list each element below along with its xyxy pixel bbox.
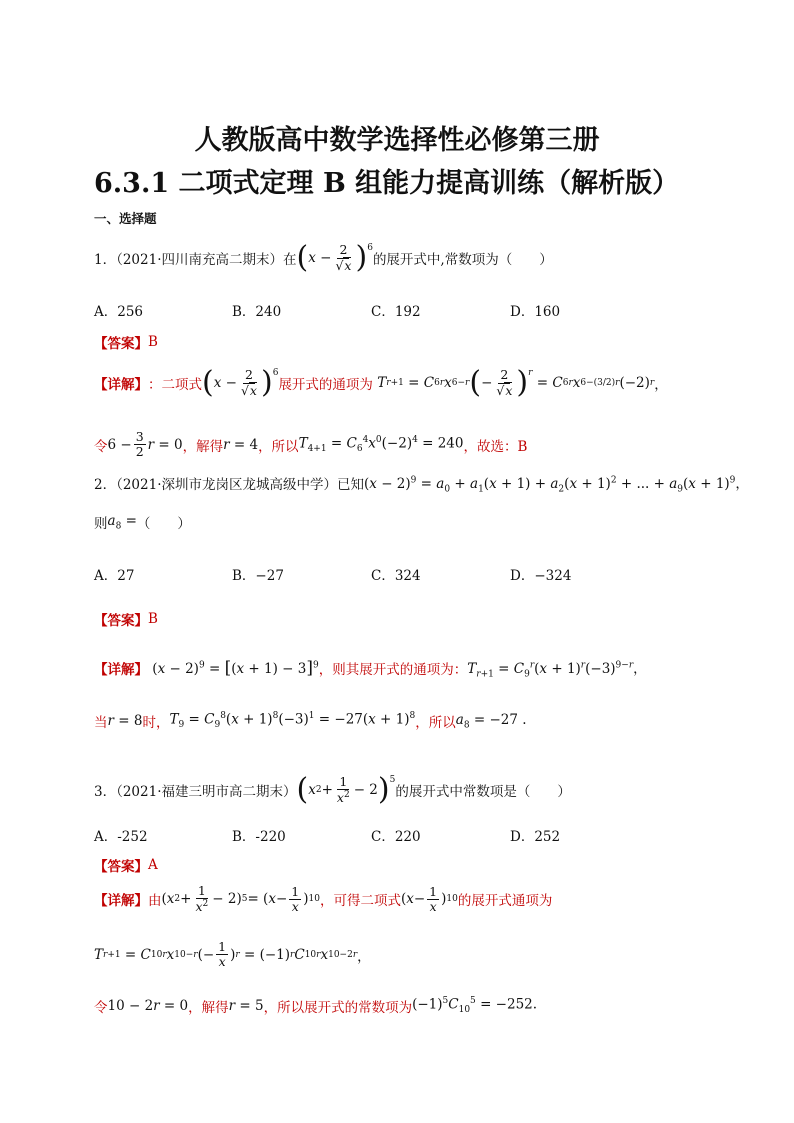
q3-term-formula: T r+1 = C 10 r x 10−r (− $\frac{1}{x}$ ) r = (−1) r C 10 r x 10−2r ， [94,939,371,970]
q1-step-c: ，所以 [258,438,299,455]
q1-step-a: 令 [94,438,108,455]
q2-final: $a_8 = -27$ . [455,711,527,731]
q2-line2-end: （ ） [136,516,191,532]
q1-option-c: C．192 [371,304,421,320]
q3-detail-a: 由 [148,893,162,910]
q2-target: $a_8$ = [107,512,137,532]
q3-option-c: C．220 [371,829,421,845]
q1-equation: 6 − $\frac{3}{2}$ r = 0 [107,429,183,460]
q1-result: $T_{4+1} = C_6^4x^0(-2)^4 = 240$ [298,435,464,455]
q3-result: $(-1)^5C_{10}^5 = -252$. [412,996,538,1016]
q1-r-value: r = 4 [223,436,259,453]
q2-step-c: ，所以 [415,715,456,731]
q1-detail-b: 展开式的通项为 [278,377,373,393]
q1-step-b: ，解得 [182,438,224,455]
q1-answer [94,332,158,352]
q3-prefix: 3．（2021·福建三明市高二期末） [94,784,297,801]
q2-option-a: A．27 [94,568,135,584]
q1-option-d: D．160 [510,304,561,320]
q2-detail-a: ，则其展开式的通项为： [318,662,468,679]
q2-detail [94,657,647,680]
q3-solution [94,996,537,1016]
q2-formula: $(x - 2)^9 = a_0 + a_1(x + 1) + a_2(x + 1)^2$ + ... + $a_9(x + 1)^9$， [364,475,749,495]
q2-prefix: 2．（2021·深圳市龙岗区龙城高级中学）已知 [94,477,364,494]
q3-option-b: B．-220 [232,829,286,845]
q3-general-term [94,940,371,970]
detail-tag: 【详解】 [94,662,148,679]
page-subtitle: 6.3.1 二项式定理 B 组能力提高训练（解析版） [94,168,680,199]
q2-r-value: r = 8 [107,713,143,729]
question-3 [94,772,571,808]
q2-option-c: C．324 [371,568,421,584]
q2-detail-formula-2: $T_{r+1} = C_9^r(x + 1)^r(-3)^{9-r}$， [467,660,647,680]
q3-formula: ( x 2 + $\frac{1}{x^2}$ − 2 ) $^5$ [296,772,396,808]
q3-detail-b: ，可得二项式 [319,893,401,910]
question-2 [94,472,749,495]
q3-suffix: 的展开式中常数项是（ ） [395,784,571,801]
section-heading: 一、选择题 [94,211,157,226]
q1-answer-value: B [148,334,158,350]
q1-prefix: 1．（2021·四川南充高二期末）在 [94,252,297,268]
q3-equation: 10 − 2r = 0 [107,998,189,1014]
page-title: 人教版高中数学选择性必修第三册 [194,125,600,156]
q3-detail-c: 的展开式通项为 [457,893,553,910]
q1-detail [94,365,668,400]
q2-answer-value: B [148,611,158,627]
q3-option-a: A．-252 [94,829,148,845]
q2-option-d: D．−324 [510,568,572,584]
detail-tag: 【详解】 [94,893,148,910]
q1-option-b: B．240 [232,304,282,320]
q2-step-a: 当 [94,715,108,731]
answer-tag: 【答案】 [94,613,148,629]
q1-formula: ( x − $\frac{2}{√x}$ ) $^6$ [296,240,373,275]
q3-r-value: r = 5 [228,998,264,1014]
question-2-line-2 [94,512,191,532]
q3-detail-formula-2: ( x − $\frac{1}{x}$ ) 10 [400,883,458,914]
q2-answer [94,609,158,629]
q3-answer [94,855,158,875]
q1-detail-a: ：二项式 [148,377,202,393]
q2-result: $T_9 = C_9^8(x + 1)^8(-3)^1 = -27(x + 1)^8$ [169,711,416,731]
q2-detail-formula-1: $(x - 2)^9 = [(x + 1) - 3]^9$ [148,658,319,679]
q1-option-a: A．256 [94,304,144,320]
q3-step-a: 令 [94,1000,108,1016]
q1-detail-formula-1: ( x − $\frac{2}{√x}$ ) $^6$ [202,365,279,400]
q3-answer-value: A [148,857,158,873]
q1-detail-formula-2: T r+1 = C 6 r x 6−r ( − $\frac{2}{√x}$ ) $^r$ = C 6 r x 6−(3/2)r (−2) r ， [377,365,668,400]
q2-option-b: B．−27 [232,568,284,584]
q2-line2: 则 [94,516,108,532]
q1-step-d: ，故选：B [463,438,528,455]
q3-step-b: ，解得 [188,1000,229,1016]
detail-tag: 【详解】 [94,377,148,393]
q2-step-b: 时， [142,715,170,731]
q3-option-d: D．252 [510,829,561,845]
q1-suffix: 的展开式中,常数项为（ ） [372,252,553,268]
q3-detail-formula-1: ( x 2 + $\frac{1}{x^2}$ − 2) 5 = ( x − $\frac{1}{x}$ ) 10 [161,883,320,915]
question-1 [94,240,553,275]
q3-detail [94,884,552,915]
answer-tag: 【答案】 [94,859,148,875]
q3-step-c: ，所以展开式的常数项为 [263,1000,413,1016]
answer-tag: 【答案】 [94,336,148,352]
q1-solution [94,430,527,460]
q2-solution [94,711,527,731]
